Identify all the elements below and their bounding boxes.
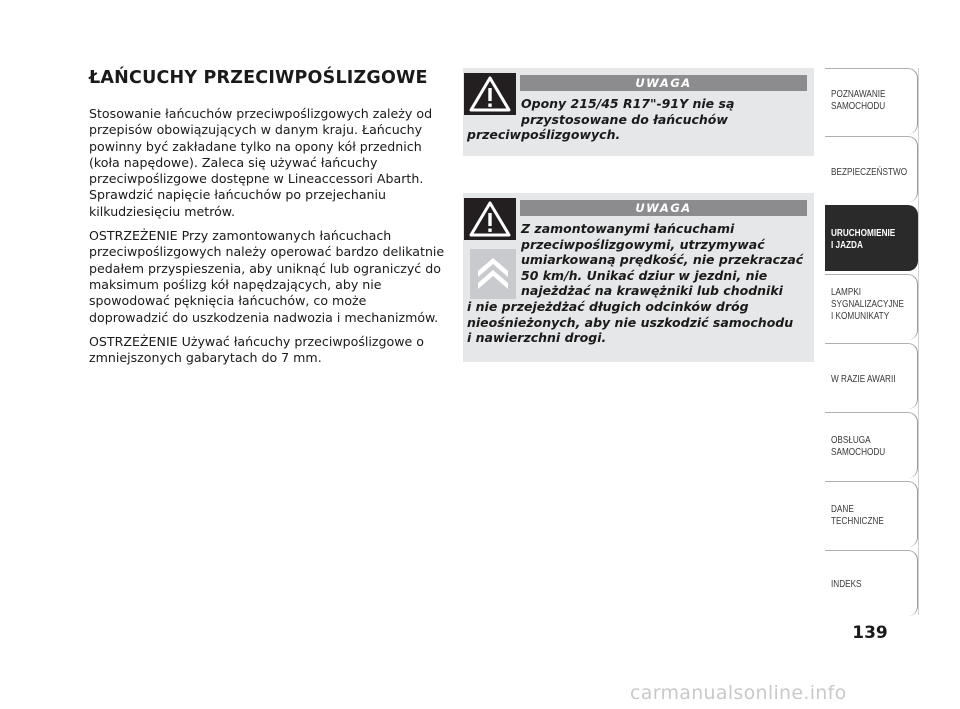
warning-line: i nawierzchni drogi. <box>467 330 607 346</box>
warning-line: przeciwpoślizgowych. <box>467 127 621 143</box>
warning-box-speed <box>463 193 814 362</box>
warning-label: UWAGA <box>520 200 807 216</box>
tab-label: W RAZIE AWARII <box>831 374 896 385</box>
tab-lampki-sygnalizacyjne[interactable] <box>825 274 918 340</box>
tab-bezpieczenstwo[interactable] <box>825 136 918 202</box>
warning-line: Opony 215/45 R17"-91Y nie są <box>521 96 735 111</box>
tab-w-razie-awarii[interactable] <box>825 343 918 409</box>
warning-line: Z zamontowanymi łańcuchami <box>521 221 735 236</box>
paragraph-warning-size: OSTRZEŻENIE Używać łańcuchy przeciwpoślizgowe o zmniejszonych gabarytach do 7 mm. <box>89 333 424 366</box>
tab-strip-edge <box>918 68 919 615</box>
watermark: carmanualsonline.info <box>630 682 847 704</box>
tab-label: POZNAWANIE SAMOCHODU <box>831 89 886 112</box>
section-title: ŁAŃCUCHY PRZECIWPOŚLIZGOWE <box>89 68 428 88</box>
tab-label: OBSŁUGA SAMOCHODU <box>831 435 886 458</box>
paragraph-warning-accelerator: OSTRZEŻENIE Przy zamontowanych łańcuchach przeciwpoślizgowych należy operować bardzo delikatnie pedałem przyspieszenia, aby uniknąć lub ograniczyć do maksimum poślizg kół napędzających, aby nie spowodować pęknięcia łańcuchów, co może doprowadzić do uszkodzenia nadwozia i mechanizmów. <box>89 228 445 325</box>
warning-line: 50 km/h. Unikać dziur w jezdni, nie <box>521 267 768 283</box>
warning-line: i nie przejeżdżać długich odcinków dróg <box>467 298 749 314</box>
tab-label: INDEKS <box>831 579 862 590</box>
warning-text <box>467 96 807 143</box>
tab-label: URUCHOMIENIE I JAZDA <box>831 228 896 251</box>
tab-label: LAMPKI SYGNALIZACYJNE I KOMUNIKATY <box>831 287 904 322</box>
tab-dane-techniczne[interactable] <box>825 481 918 547</box>
tab-indeks[interactable] <box>825 550 918 616</box>
warning-line: umiarkowaną prędkość, nie przekraczać <box>521 252 804 268</box>
paragraph-intro: Stosowanie łańcuchów przeciwpoślizgowych zależy od przepisów obowiązujących w danym kraju. Łańcuchy powinny być zakładane tylko na opony kół przednich (koła napędowe). Zaleca się używać łańcuchy przeciwpoślizgowe dostępne w Lineaccessori Abarth. Sprawdzić napięcie łańcuchów po przejechaniu kilkudziesięciu metrów. <box>89 106 433 219</box>
warning-label: UWAGA <box>520 75 807 91</box>
tab-label: DANE TECHNICZNE <box>831 504 884 527</box>
warning-line: przeciwpoślizgowymi, utrzymywać <box>521 236 765 252</box>
body-text <box>89 106 449 374</box>
page-number: 139 <box>852 623 888 643</box>
warning-text <box>467 221 807 346</box>
warning-box-tyres <box>463 68 814 156</box>
warning-line: nieośnieżonych, aby nie uszkodzić samochodu <box>467 314 794 330</box>
warning-line: najeżdżać na krawężniki lub chodniki <box>521 283 783 299</box>
tab-obsluga-samochodu[interactable] <box>825 412 918 478</box>
tab-label: BEZPIECZEŃSTWO <box>831 167 908 178</box>
tab-poznawanie-samochodu[interactable] <box>825 68 918 134</box>
tab-uruchomienie-i-jazda[interactable] <box>825 205 918 271</box>
warning-line: przystosowane do łańcuchów <box>521 111 728 127</box>
